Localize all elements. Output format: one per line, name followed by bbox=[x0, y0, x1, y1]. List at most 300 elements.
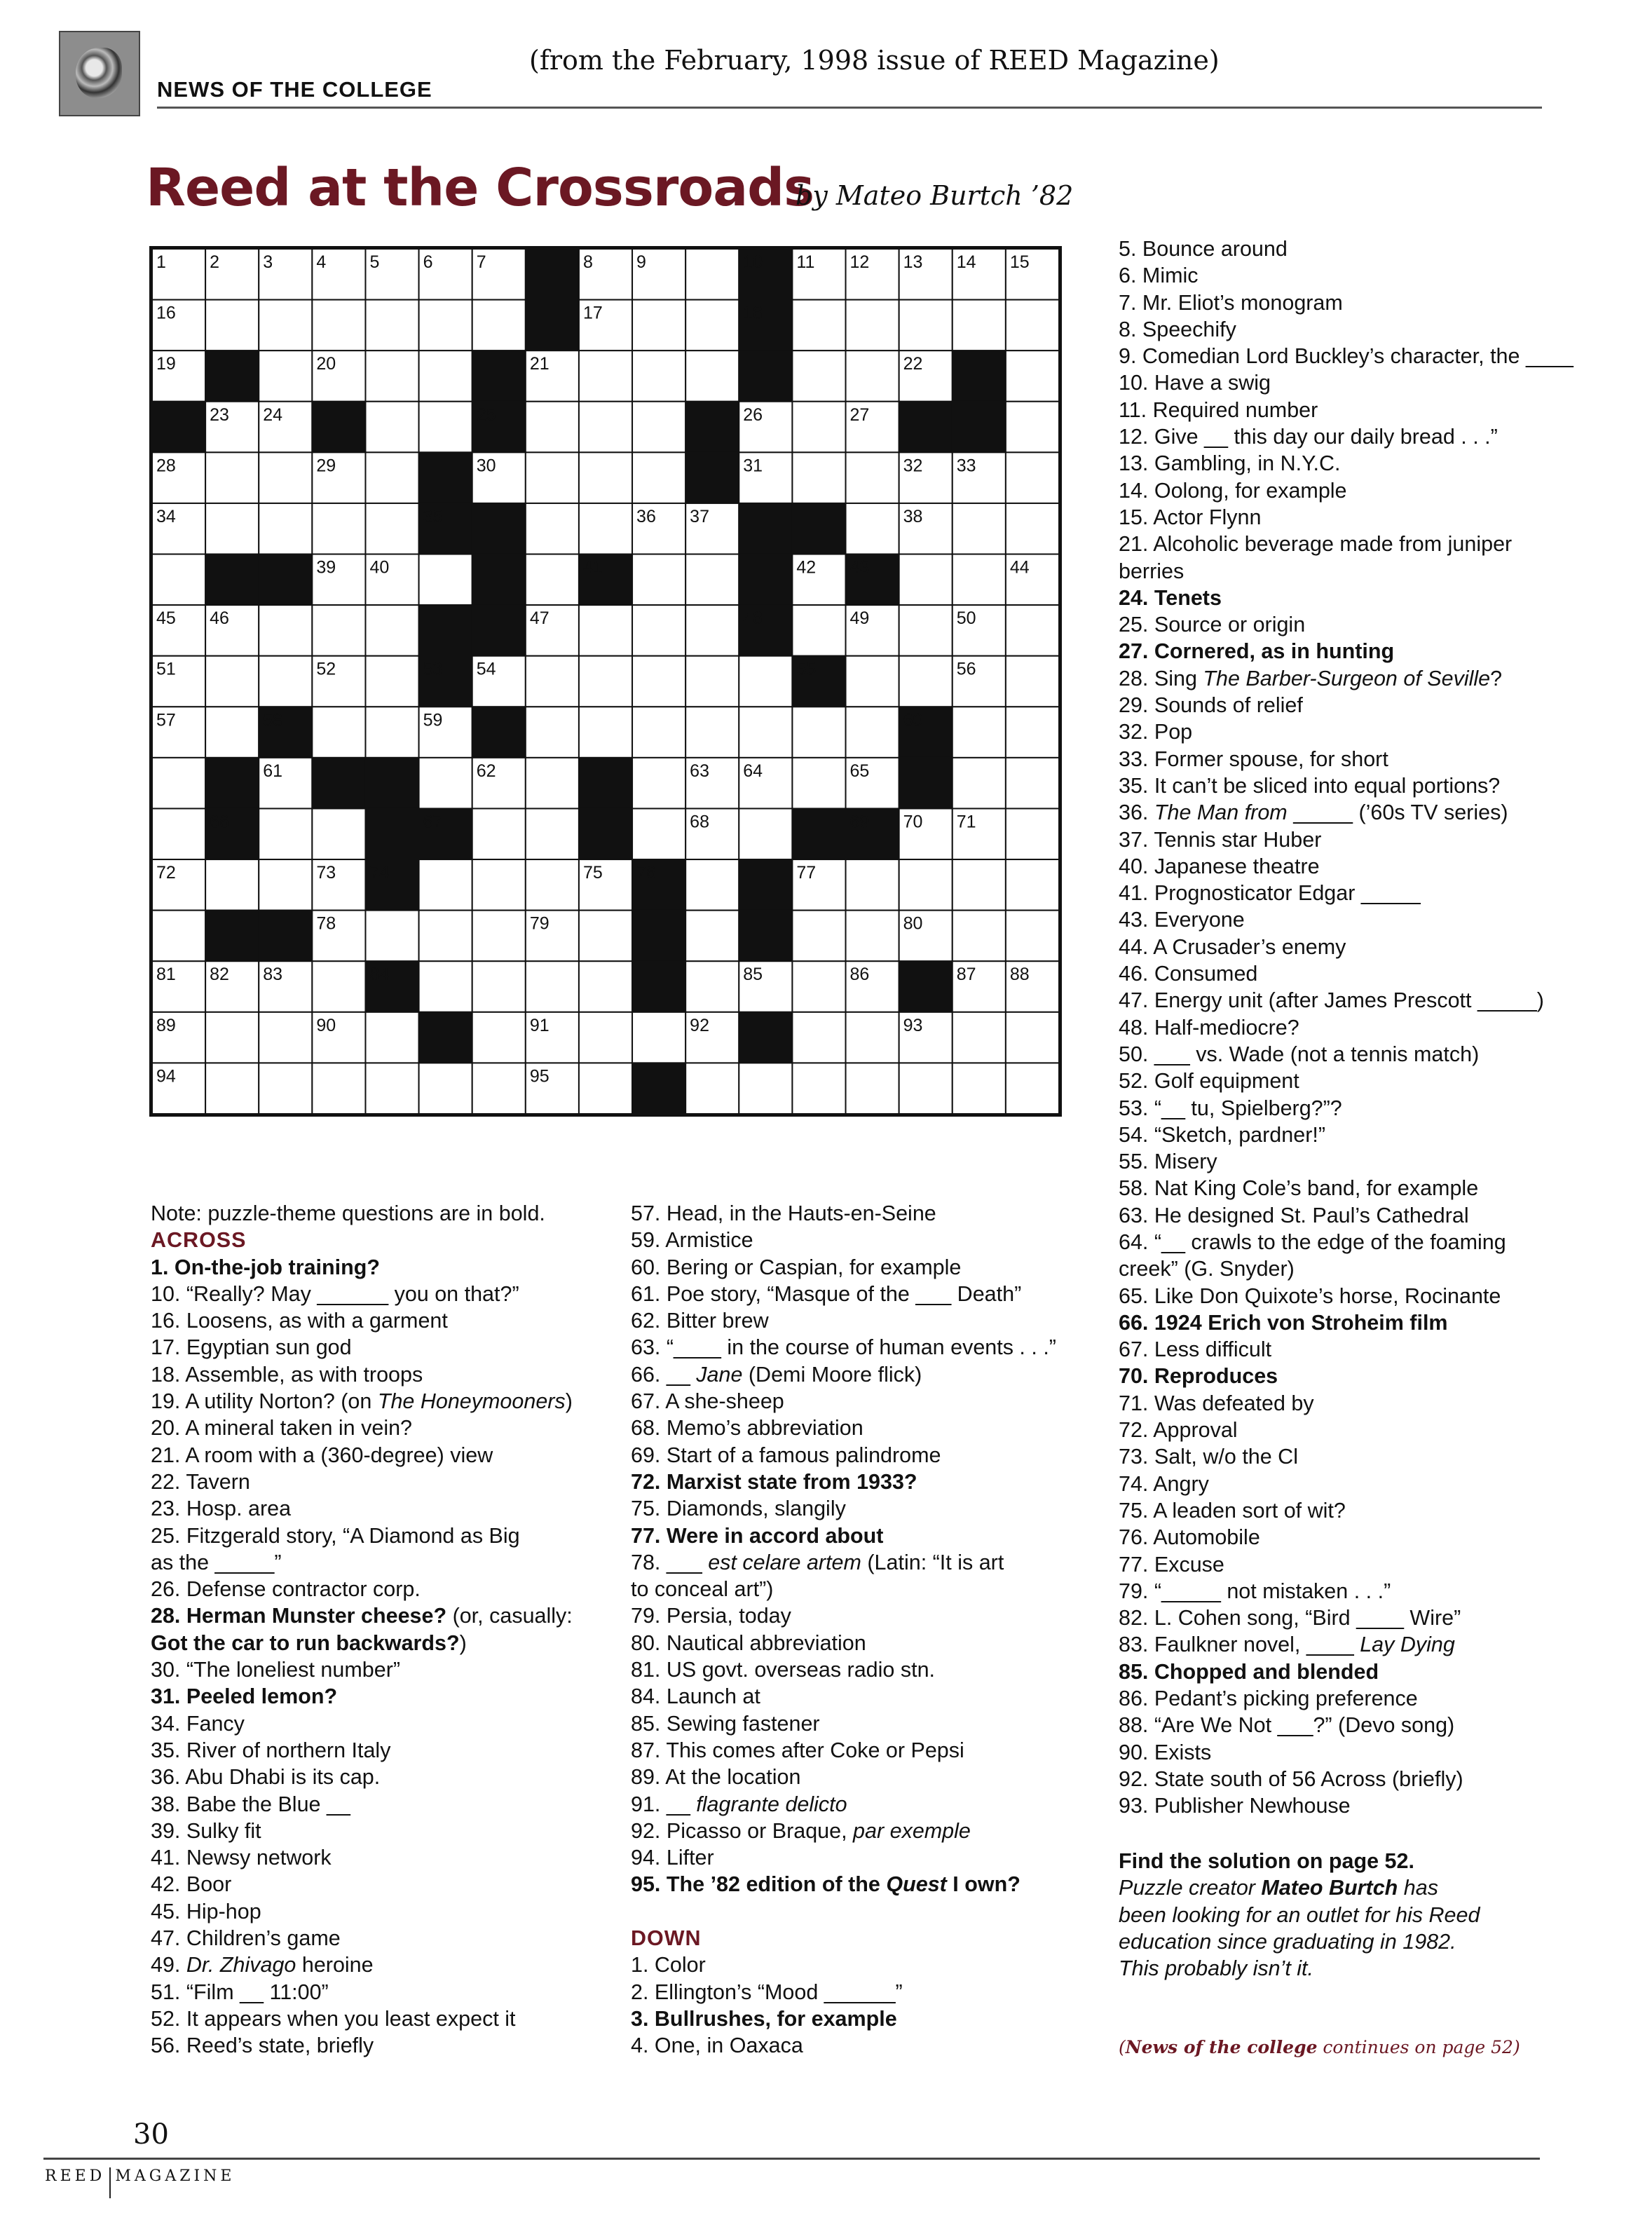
grid-block bbox=[899, 758, 953, 809]
clue: 13. Gambling, in N.Y.C. bbox=[1119, 451, 1341, 476]
clue: 29. Sounds of relief bbox=[1119, 693, 1303, 718]
grid-block bbox=[792, 503, 845, 554]
clue: 35. River of northern Italy bbox=[151, 1738, 391, 1762]
clue: 40. Japanese theatre bbox=[1119, 854, 1320, 878]
grid-cell[interactable] bbox=[632, 554, 685, 606]
cell-number: 67 bbox=[423, 812, 443, 832]
clue: Got the car to run backwards?) bbox=[151, 1630, 467, 1655]
clue: 39. Sulky fit bbox=[151, 1818, 261, 1843]
cell-number: 24 bbox=[263, 404, 283, 425]
grid-cell[interactable] bbox=[579, 402, 632, 453]
grid-cell[interactable] bbox=[365, 1063, 418, 1114]
grid-cell[interactable] bbox=[685, 605, 739, 656]
clue: 72. Marxist state from 1933? bbox=[631, 1469, 917, 1494]
cell-number: 11 bbox=[796, 252, 815, 272]
grid-cell[interactable] bbox=[365, 707, 418, 758]
clue-column-3 bbox=[1119, 236, 1609, 1820]
grid-block bbox=[739, 859, 792, 911]
clue: 57. Head, in the Hauts-en-Seine bbox=[631, 1201, 936, 1225]
cell-number: 5 bbox=[369, 252, 380, 272]
clue: 26. Defense contractor corp. bbox=[151, 1577, 421, 1602]
grid-cell[interactable] bbox=[846, 452, 899, 503]
cell-number: 30 bbox=[476, 456, 496, 476]
cell-number: 56 bbox=[956, 659, 976, 679]
grid-cell[interactable] bbox=[846, 707, 899, 758]
grid-cell[interactable] bbox=[205, 452, 259, 503]
clue: 82. L. Cohen song, “Bird ____ Wire” bbox=[1119, 1606, 1461, 1630]
grid-cell[interactable] bbox=[632, 300, 685, 351]
grid-cell[interactable] bbox=[632, 452, 685, 503]
clue: 88. “Are We Not ___?” (Devo song) bbox=[1119, 1713, 1455, 1738]
clue: 50. ___ vs. Wade (not a tennis match) bbox=[1119, 1042, 1480, 1066]
cell-number: 84 bbox=[369, 965, 390, 985]
clue: 18. Assemble, as with troops bbox=[151, 1362, 423, 1387]
grid-cell[interactable] bbox=[846, 859, 899, 911]
grid-cell[interactable] bbox=[205, 859, 259, 911]
grid-cell[interactable] bbox=[152, 808, 205, 859]
grid-cell[interactable] bbox=[899, 1063, 953, 1114]
grid-block bbox=[632, 961, 685, 1012]
clue: creek” (G. Snyder) bbox=[1119, 1257, 1295, 1281]
clue: 19. A utility Norton? (on The Honeymooners) bbox=[151, 1389, 573, 1414]
clue: 73. Salt, w/o the Cl bbox=[1119, 1445, 1298, 1469]
grid-cell[interactable] bbox=[312, 605, 365, 656]
cell-number: 31 bbox=[743, 456, 763, 476]
clue: 44. A Crusader’s enemy bbox=[1119, 934, 1346, 959]
cell-number: 22 bbox=[903, 354, 923, 374]
cell-number: 21 bbox=[529, 354, 549, 374]
cell-number: 78 bbox=[316, 913, 336, 934]
grid-cell[interactable] bbox=[205, 1012, 259, 1063]
cell-number: 75 bbox=[582, 863, 603, 883]
grid-cell[interactable] bbox=[419, 859, 472, 911]
crossword-grid[interactable] bbox=[149, 246, 1062, 1117]
grid-cell[interactable] bbox=[472, 1063, 526, 1114]
grid-cell[interactable] bbox=[419, 402, 472, 453]
grid-cell[interactable] bbox=[1006, 402, 1059, 453]
grid-cell[interactable] bbox=[739, 1063, 792, 1114]
grid-cell[interactable] bbox=[685, 859, 739, 911]
grid-cell[interactable] bbox=[205, 656, 259, 707]
grid-cell[interactable] bbox=[632, 350, 685, 402]
cell-number: 52 bbox=[316, 659, 336, 679]
grid-cell[interactable] bbox=[792, 1012, 845, 1063]
across-down-clue-list bbox=[631, 1200, 1107, 2059]
grid-cell[interactable] bbox=[1006, 350, 1059, 402]
clue: 79. Persia, today bbox=[631, 1604, 791, 1628]
grid-cell[interactable] bbox=[632, 808, 685, 859]
grid-cell[interactable] bbox=[953, 859, 1006, 911]
grid-cell[interactable] bbox=[846, 300, 899, 351]
cell-number: 95 bbox=[529, 1066, 549, 1087]
clue: as the _____” bbox=[151, 1550, 282, 1574]
grid-cell[interactable] bbox=[365, 605, 418, 656]
down-clue-list bbox=[1119, 236, 1609, 1820]
clue: 70. Reproduces bbox=[1119, 1364, 1278, 1389]
cell-number: 74 bbox=[369, 863, 390, 883]
cell-number: 63 bbox=[690, 761, 709, 781]
grid-block bbox=[419, 452, 472, 503]
cell-number: 59 bbox=[423, 710, 443, 730]
grid-cell[interactable] bbox=[685, 300, 739, 351]
grid-cell[interactable] bbox=[526, 402, 579, 453]
clue: 59. Armistice bbox=[631, 1228, 753, 1253]
clue: 74. Angry bbox=[1119, 1471, 1209, 1496]
grid-cell[interactable] bbox=[526, 808, 579, 859]
grid-cell[interactable] bbox=[846, 1063, 899, 1114]
clue: 16. Loosens, as with a garment bbox=[151, 1309, 448, 1333]
grid-cell[interactable] bbox=[899, 859, 953, 911]
grid-cell[interactable] bbox=[953, 1063, 1006, 1114]
grid-block bbox=[792, 808, 845, 859]
grid-block bbox=[685, 402, 739, 453]
clue: 41. Newsy network bbox=[151, 1846, 332, 1870]
grid-cell[interactable] bbox=[1006, 656, 1059, 707]
cell-number: 4 bbox=[316, 252, 327, 272]
clue: 21. A room with a (360-degree) view bbox=[151, 1443, 493, 1467]
cell-number: 77 bbox=[796, 863, 817, 883]
grid-cell[interactable] bbox=[419, 554, 472, 606]
byline: by Mateo Burtch ’82 bbox=[796, 180, 1074, 211]
clue: to conceal art”) bbox=[631, 1577, 774, 1602]
grid-cell[interactable] bbox=[1006, 1063, 1059, 1114]
grid-cell[interactable] bbox=[685, 707, 739, 758]
grid-cell[interactable] bbox=[632, 605, 685, 656]
grid-cell[interactable] bbox=[205, 300, 259, 351]
grid-cell[interactable] bbox=[1006, 911, 1059, 962]
cell-number: 54 bbox=[476, 659, 496, 679]
grid-cell[interactable] bbox=[579, 452, 632, 503]
grid-cell[interactable] bbox=[899, 605, 953, 656]
grid-cell[interactable] bbox=[632, 758, 685, 809]
down-header: DOWN bbox=[631, 1926, 702, 1951]
grid-cell[interactable] bbox=[526, 707, 579, 758]
grid-cell[interactable] bbox=[1006, 452, 1059, 503]
grid-cell[interactable] bbox=[1006, 1012, 1059, 1063]
clue: 91. __ flagrante delicto bbox=[631, 1792, 847, 1816]
cell-number: 66 bbox=[210, 812, 229, 832]
grid-cell[interactable] bbox=[472, 300, 526, 351]
grid-cell[interactable] bbox=[205, 1063, 259, 1114]
grid-cell[interactable] bbox=[259, 1063, 312, 1114]
clue: 24. Tenets bbox=[1119, 585, 1222, 610]
grid-cell[interactable] bbox=[632, 1012, 685, 1063]
grid-cell[interactable] bbox=[579, 1063, 632, 1114]
grid-cell[interactable] bbox=[472, 859, 526, 911]
grid-cell[interactable] bbox=[579, 350, 632, 402]
cell-number: 71 bbox=[956, 812, 976, 832]
clue: 78. ___ est celare artem (Latin: “It is art bbox=[631, 1550, 1004, 1574]
clue: 81. US govt. overseas radio stn. bbox=[631, 1658, 935, 1682]
grid-cell[interactable] bbox=[792, 300, 845, 351]
grid-cell[interactable] bbox=[685, 911, 739, 962]
clue bbox=[631, 1898, 1107, 1925]
grid-cell[interactable] bbox=[579, 605, 632, 656]
grid-cell[interactable] bbox=[792, 961, 845, 1012]
across-clue-list bbox=[151, 1254, 627, 2059]
clue: 47. Children’s game bbox=[151, 1926, 341, 1951]
grid-block bbox=[419, 605, 472, 656]
grid-cell[interactable] bbox=[846, 503, 899, 554]
grid-cell[interactable] bbox=[792, 911, 845, 962]
grid-cell[interactable] bbox=[1006, 300, 1059, 351]
grid-cell[interactable] bbox=[152, 911, 205, 962]
grid-cell[interactable] bbox=[846, 656, 899, 707]
grid-cell[interactable] bbox=[685, 961, 739, 1012]
clue: 36. Abu Dhabi is its cap. bbox=[151, 1765, 381, 1790]
grid-cell[interactable] bbox=[419, 758, 472, 809]
clue: 38. Babe the Blue __ bbox=[151, 1792, 350, 1816]
cell-number: 33 bbox=[956, 456, 976, 476]
grid-cell[interactable] bbox=[526, 503, 579, 554]
grid-cell[interactable] bbox=[846, 911, 899, 962]
cell-number: 2 bbox=[210, 252, 220, 272]
grid-cell[interactable] bbox=[419, 1063, 472, 1114]
clue: 71. Was defeated by bbox=[1119, 1391, 1314, 1415]
cell-number: 85 bbox=[743, 965, 763, 985]
cell-number: 41 bbox=[582, 557, 603, 578]
grid-cell[interactable] bbox=[259, 1012, 312, 1063]
grid-cell[interactable] bbox=[312, 707, 365, 758]
article-title: Reed at the Crossroads bbox=[146, 158, 814, 218]
cell-number: 79 bbox=[529, 913, 549, 934]
grid-cell[interactable] bbox=[259, 300, 312, 351]
solution-line: Find the solution on page 52. bbox=[1119, 1849, 1414, 1873]
clue: 42. Boor bbox=[151, 1872, 232, 1897]
grid-cell[interactable] bbox=[1006, 707, 1059, 758]
grid-cell[interactable] bbox=[259, 503, 312, 554]
grid-cell[interactable] bbox=[579, 656, 632, 707]
grid-cell[interactable] bbox=[526, 859, 579, 911]
grid-cell[interactable] bbox=[205, 503, 259, 554]
grid-cell[interactable] bbox=[953, 1012, 1006, 1063]
cell-number: 27 bbox=[849, 404, 870, 425]
grid-block bbox=[899, 402, 953, 453]
grid-cell[interactable] bbox=[579, 1012, 632, 1063]
grid-cell[interactable] bbox=[259, 859, 312, 911]
grid-cell[interactable] bbox=[579, 911, 632, 962]
cell-number: 86 bbox=[849, 965, 870, 985]
clue: 62. Bitter brew bbox=[631, 1309, 769, 1333]
clue: 56. Reed’s state, briefly bbox=[151, 2034, 374, 2058]
grid-cell[interactable] bbox=[846, 1012, 899, 1063]
grid-cell[interactable] bbox=[259, 656, 312, 707]
grid-cell[interactable] bbox=[365, 503, 418, 554]
cell-number: 36 bbox=[636, 506, 656, 526]
grid-cell[interactable] bbox=[632, 656, 685, 707]
grid-cell[interactable] bbox=[953, 758, 1006, 809]
grid-cell[interactable] bbox=[205, 707, 259, 758]
clue: 63. He designed St. Paul’s Cathedral bbox=[1119, 1203, 1469, 1227]
grid-cell[interactable] bbox=[1006, 605, 1059, 656]
grid-cell[interactable] bbox=[419, 350, 472, 402]
grid-cell[interactable] bbox=[1006, 758, 1059, 809]
clue: 85. Chopped and blended bbox=[1119, 1659, 1379, 1684]
clue: 22. Tavern bbox=[151, 1469, 250, 1494]
grid-cell[interactable] bbox=[365, 911, 418, 962]
grid-cell[interactable] bbox=[579, 961, 632, 1012]
clue: 94. Lifter bbox=[631, 1846, 714, 1870]
grid-cell[interactable] bbox=[472, 808, 526, 859]
grid-cell[interactable] bbox=[259, 452, 312, 503]
grid-cell[interactable] bbox=[419, 911, 472, 962]
grid-cell[interactable] bbox=[472, 961, 526, 1012]
grid-cell[interactable] bbox=[685, 554, 739, 606]
grid-cell[interactable] bbox=[685, 656, 739, 707]
grid-cell[interactable] bbox=[526, 961, 579, 1012]
magazine-footer: REED MAGAZINE bbox=[45, 2167, 235, 2198]
clue: 15. Actor Flynn bbox=[1119, 505, 1262, 529]
creator-line-3: education since graduating in 1982. bbox=[1119, 1929, 1456, 1954]
grid-block bbox=[365, 758, 418, 809]
grid-block bbox=[259, 911, 312, 962]
grid-cell[interactable] bbox=[792, 1063, 845, 1114]
grid-cell[interactable] bbox=[365, 402, 418, 453]
clue: 11. Required number bbox=[1119, 397, 1318, 422]
grid-cell[interactable] bbox=[259, 350, 312, 402]
grid-cell[interactable] bbox=[953, 503, 1006, 554]
clue: 5. Bounce around bbox=[1119, 237, 1288, 261]
grid-cell[interactable] bbox=[312, 808, 365, 859]
grid-cell[interactable] bbox=[259, 808, 312, 859]
grid-cell[interactable] bbox=[953, 300, 1006, 351]
grid-cell[interactable] bbox=[739, 656, 792, 707]
grid-cell[interactable] bbox=[526, 554, 579, 606]
grid-cell[interactable] bbox=[899, 656, 953, 707]
grid-cell[interactable] bbox=[312, 1063, 365, 1114]
cell-number: 38 bbox=[903, 506, 923, 526]
clue: 76. Automobile bbox=[1119, 1525, 1260, 1550]
cell-number: 15 bbox=[1009, 252, 1030, 272]
grid-cell[interactable] bbox=[632, 707, 685, 758]
crossword-grid-svg bbox=[152, 249, 1059, 1114]
grid-cell[interactable] bbox=[739, 707, 792, 758]
grid-block bbox=[472, 707, 526, 758]
grid-cell[interactable] bbox=[152, 758, 205, 809]
cell-number: 14 bbox=[956, 252, 976, 272]
clue: 14. Oolong, for example bbox=[1119, 478, 1347, 503]
cell-number: 34 bbox=[156, 506, 176, 526]
grid-block bbox=[205, 350, 259, 402]
cell-number: 68 bbox=[690, 812, 709, 832]
grid-block bbox=[739, 350, 792, 402]
grid-cell[interactable] bbox=[579, 707, 632, 758]
grid-cell[interactable] bbox=[312, 300, 365, 351]
solution-note bbox=[1119, 1848, 1553, 1982]
grid-block bbox=[419, 1012, 472, 1063]
grid-cell[interactable] bbox=[1006, 808, 1059, 859]
grid-cell[interactable] bbox=[792, 402, 845, 453]
cell-number: 13 bbox=[903, 252, 923, 272]
grid-block bbox=[632, 1063, 685, 1114]
grid-cell[interactable] bbox=[792, 350, 845, 402]
grid-cell[interactable] bbox=[365, 350, 418, 402]
cell-number: 12 bbox=[849, 252, 870, 272]
clue: 21. Alcoholic beverage made from juniper bbox=[1119, 532, 1513, 557]
clue: 67. A she-sheep bbox=[631, 1389, 784, 1414]
clue: 33. Former spouse, for short bbox=[1119, 747, 1388, 771]
cell-number: 83 bbox=[263, 965, 283, 985]
grid-block bbox=[739, 1012, 792, 1063]
cell-number: 51 bbox=[156, 659, 176, 679]
grid-cell[interactable] bbox=[632, 402, 685, 453]
clue: 7. Mr. Eliot’s monogram bbox=[1119, 290, 1343, 315]
grid-cell[interactable] bbox=[899, 554, 953, 606]
grid-cell[interactable] bbox=[419, 961, 472, 1012]
grid-cell[interactable] bbox=[259, 605, 312, 656]
grid-cell[interactable] bbox=[419, 300, 472, 351]
grid-cell[interactable] bbox=[685, 249, 739, 300]
cell-number: 60 bbox=[903, 710, 923, 730]
grid-cell[interactable] bbox=[365, 300, 418, 351]
clue: 2. Ellington’s “Mood ______” bbox=[631, 1980, 903, 2004]
grid-cell[interactable] bbox=[472, 911, 526, 962]
grid-cell[interactable] bbox=[312, 503, 365, 554]
grid-cell[interactable] bbox=[953, 554, 1006, 606]
clue: 6. Mimic bbox=[1119, 264, 1199, 288]
clue: 35. It can’t be sliced into equal portions? bbox=[1119, 773, 1501, 798]
grid-cell[interactable] bbox=[792, 707, 845, 758]
grid-cell[interactable] bbox=[365, 656, 418, 707]
clue: 60. Bering or Caspian, for example bbox=[631, 1255, 962, 1279]
grid-block bbox=[365, 808, 418, 859]
section-label: NEWS OF THE COLLEGE bbox=[157, 77, 432, 102]
cell-number: 92 bbox=[690, 1015, 709, 1035]
grid-cell[interactable] bbox=[152, 554, 205, 606]
grid-cell[interactable] bbox=[685, 1063, 739, 1114]
clue: 84. Launch at bbox=[631, 1684, 760, 1709]
reed-griffin-logo-icon bbox=[59, 31, 140, 116]
clue: 92. State south of 56 Across (briefly) bbox=[1119, 1766, 1463, 1791]
grid-cell[interactable] bbox=[526, 758, 579, 809]
clue: 55. Misery bbox=[1119, 1150, 1217, 1174]
grid-block bbox=[526, 249, 579, 300]
grid-cell[interactable] bbox=[685, 350, 739, 402]
clue: 66. __ Jane (Demi Moore flick) bbox=[631, 1362, 922, 1387]
grid-cell[interactable] bbox=[953, 707, 1006, 758]
grid-cell[interactable] bbox=[953, 911, 1006, 962]
grid-block bbox=[205, 758, 259, 809]
grid-block bbox=[579, 808, 632, 859]
grid-cell[interactable] bbox=[899, 300, 953, 351]
cell-number: 16 bbox=[156, 303, 176, 323]
grid-cell[interactable] bbox=[365, 452, 418, 503]
grid-cell[interactable] bbox=[1006, 503, 1059, 554]
grid-block bbox=[739, 503, 792, 554]
cell-number: 25 bbox=[476, 404, 496, 425]
cell-number: 62 bbox=[476, 761, 496, 781]
clue: 25. Source or origin bbox=[1119, 613, 1306, 637]
grid-cell[interactable] bbox=[526, 656, 579, 707]
grid-cell[interactable] bbox=[1006, 859, 1059, 911]
clue: 23. Hosp. area bbox=[151, 1497, 292, 1521]
grid-cell[interactable] bbox=[846, 350, 899, 402]
grid-cell[interactable] bbox=[579, 503, 632, 554]
clue: 85. Sewing fastener bbox=[631, 1711, 820, 1736]
clue: 47. Energy unit (after James Prescott _____) bbox=[1119, 988, 1544, 1013]
grid-cell[interactable] bbox=[739, 808, 792, 859]
grid-cell[interactable] bbox=[472, 1012, 526, 1063]
grid-cell[interactable] bbox=[526, 452, 579, 503]
clue: 8. Speechify bbox=[1119, 317, 1236, 341]
grid-cell[interactable] bbox=[312, 961, 365, 1012]
grid-cell[interactable] bbox=[792, 452, 845, 503]
grid-cell[interactable] bbox=[792, 605, 845, 656]
cell-number: 80 bbox=[903, 913, 923, 934]
grid-cell[interactable] bbox=[365, 1012, 418, 1063]
grid-cell[interactable] bbox=[792, 758, 845, 809]
clue: 64. “__ crawls to the edge of the foaming bbox=[1119, 1230, 1506, 1254]
